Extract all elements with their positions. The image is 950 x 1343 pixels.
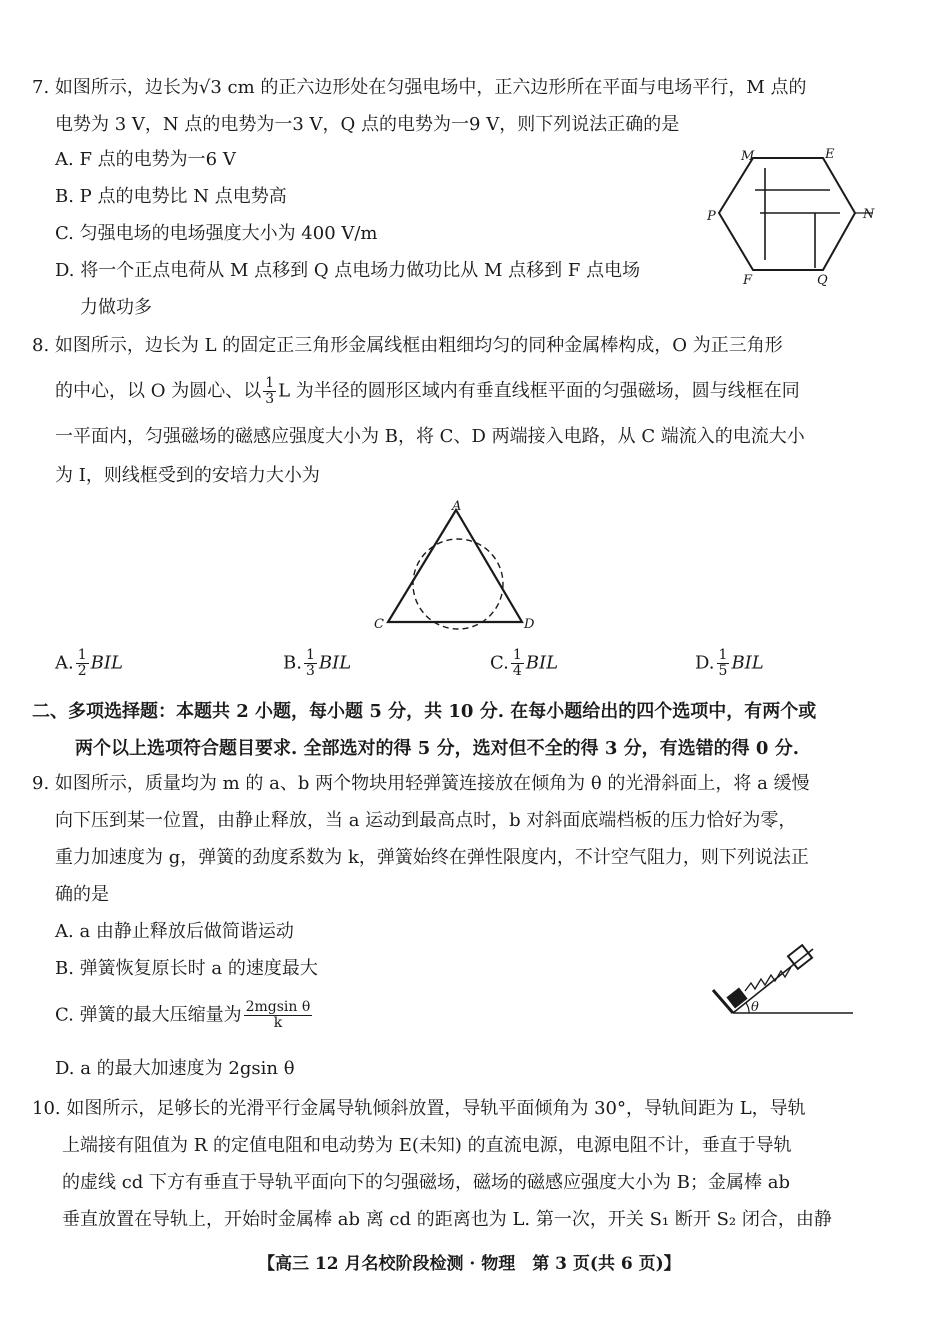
q9-stem-line2: 向下压到某一位置，由静止释放，当 a 运动到最高点时，b 对斜面底端档板的压力恰好为零， <box>55 810 797 831</box>
q8-stem-line3: 一平面内，匀强磁场的磁感应强度大小为 B，将 C、D 两端接入电路，从 C 端流入的电流大小 <box>55 426 805 447</box>
q10-stem-line2: 上端接有阻值为 R 的定值电阻和电动势为 E(未知) 的直流电源，电源电阻不计，垂直于导轨 <box>62 1135 792 1156</box>
q9-stem-line3: 重力加速度为 g，弹簧的劲度系数为 k，弹簧始终在弹性限度内，不计空气阻力，则下列说法正 <box>55 847 809 868</box>
q8-stem-line2 <box>55 376 800 407</box>
q8-line2-a: 的中心，以 O 为圆心、以 <box>55 380 262 402</box>
q8-stem-line4: 为 I，则线框受到的安培力大小为 <box>55 465 320 486</box>
q9-stem-line4: 确的是 <box>55 884 109 905</box>
q9-stem-line1: 9. 如图所示，质量均为 m 的 a、b 两个物块用轻弹簧连接放在倾角为 θ 的光滑斜面上，将 a 缓慢 <box>32 773 810 794</box>
q9-option-d: D. a 的最大加速度为 2gsin θ <box>55 1058 295 1079</box>
q7-option-c: C. 匀强电场的电场强度大小为 400 V/m <box>55 223 378 244</box>
label-p: P <box>707 209 716 224</box>
page-footer: 【高三 12 月名校阶段检测 · 物理 第 3 页(共 6 页)】 <box>258 1254 681 1274</box>
label-m: M <box>741 149 755 164</box>
q8-stem-line1: 8. 如图所示，边长为 L 的固定正三角形金属线框由粗细均匀的同种金属棒构成，O 为正三角形 <box>32 335 783 356</box>
q7-stem-line2: 电势为 3 V，N 点的电势为一3 V，Q 点的电势为一9 V，则下列说法正确的是 <box>55 114 680 135</box>
q8-line2-b: L 为半径的圆形区域内有垂直线框平面的匀强磁场，圆与线框在同 <box>278 380 800 402</box>
label-q: Q <box>817 273 828 288</box>
q10-stem-line3: 的虚线 cd 下方有垂直于导轨平面向下的匀强磁场，磁场的磁感应强度大小为 B；金属棒 ab <box>62 1172 790 1193</box>
label-theta: θ <box>751 1000 759 1015</box>
q8-option-d: D. $\frac{1}{5}$ BIL <box>695 647 764 679</box>
q9-option-a: A. a 由静止释放后做简谐运动 <box>55 921 294 942</box>
q8-radius-fraction: $\frac{1}{3}$ <box>265 375 275 407</box>
label-e: E <box>825 147 835 162</box>
q9-option-c: C. 弹簧的最大压缩量为 $\frac{\text{2mgsin θ}}{k}$ <box>55 999 311 1031</box>
q10-stem-line4: 垂直放置在导轨上，开始时金属棒 ab 离 cd 的距离也为 L. 第一次，开关 S₁ 断开 S₂ 闭合，由静 <box>62 1209 832 1230</box>
section2-heading-line2: 两个以上选项符合题目要求. 全部选对的得 5 分，选对但不全的得 3 分，有选错的得 0 分. <box>75 738 799 759</box>
incline-spring-figure <box>705 935 860 1030</box>
q10-stem-line1: 10. 如图所示，足够长的光滑平行金属导轨倾斜放置，导轨平面倾角为 30°，导轨间距为 L，导轨 <box>32 1098 806 1119</box>
q7-stem-line1: 7. 如图所示，边长为√3 cm 的正六边形处在匀强电场中，正六边形所在平面与电场平行，M 点的 <box>32 77 807 98</box>
q9-option-b: B. 弹簧恢复原长时 a 的速度最大 <box>55 958 318 979</box>
q9-option-c-fraction: $\frac{\text{2mgsin θ}}{k}$ <box>245 999 311 1031</box>
label-n: N <box>863 207 875 222</box>
q8-option-a: A. $\frac{1}{2}$ BIL <box>55 647 123 679</box>
q7-option-a: A. F 点的电势为一6 V <box>55 149 236 170</box>
label-a: A <box>452 500 462 514</box>
q7-option-d: D. 将一个正点电荷从 M 点移到 Q 点电场力做功比从 M 点移到 F 点电场 <box>55 260 641 281</box>
q8-option-c: C. $\frac{1}{4}$ BIL <box>490 647 559 679</box>
label-c: C <box>374 617 384 632</box>
label-f: F <box>743 273 753 288</box>
section2-heading-line1: 二、多项选择题：本题共 2 小题，每小题 5 分，共 10 分. 在每小题给出的四个选项中，有两个或 <box>32 701 817 722</box>
label-d: D <box>524 617 535 632</box>
q8-option-b: B. $\frac{1}{3}$ BIL <box>283 647 352 679</box>
triangle-figure <box>370 500 545 635</box>
hexagon-figure <box>705 140 890 290</box>
q7-option-b: B. P 点的电势比 N 点电势高 <box>55 186 287 207</box>
q7-option-d-cont: 力做功多 <box>80 297 152 318</box>
